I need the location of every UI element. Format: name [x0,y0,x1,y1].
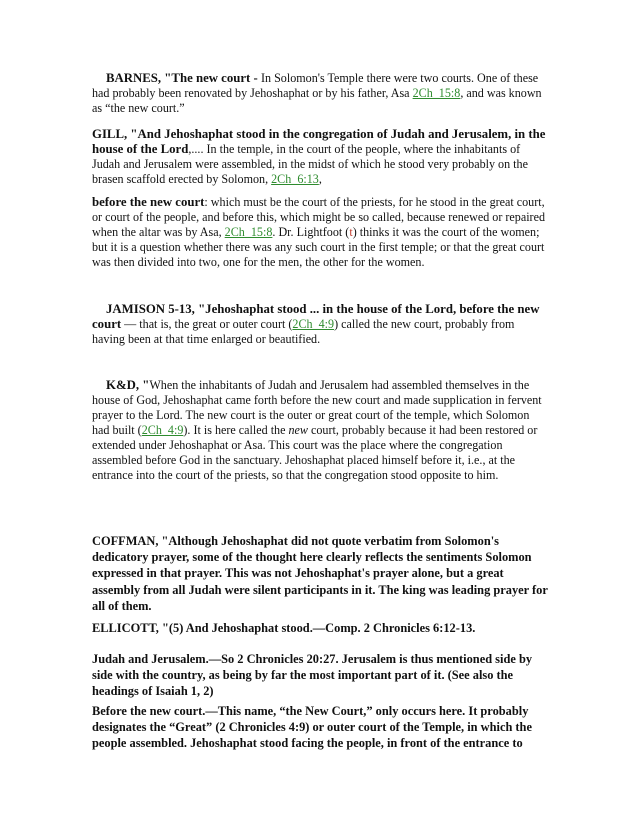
gill-text-2: , [318,172,322,186]
barnes-ref-link[interactable]: 2Ch_15:8 [412,86,461,100]
barnes-heading: BARNES, "The new court - [106,71,261,85]
kd-text-2: ). It is here called the [183,423,289,437]
barnes-text-2: , and was known as “the new court.” [92,86,542,115]
gill2-text-2: . Dr. Lightfoot ( [272,225,350,239]
jamison-text-2: ) called the new court, probably from having been at that time enlarged or beautified. [92,317,515,346]
kd-ref-link[interactable]: 2Ch_4:9 [141,423,184,437]
gill-heading: GILL, "And Jehoshaphat stood in the congregation of Judah and Jerusalem, in the house of the Lord [92,127,546,156]
gill-subheading: before the new court [92,195,205,209]
kd-text-1: When the inhabitants of Judah and Jerusalem had assembled themselves in the house of God, Jehoshaphat came forth before the new court and made supplication in fervent prayer to the Lord. The new court is the outer or great court of the temple, which Solomon had built ( [92,378,542,437]
jamison-heading: JAMISON 5-13, "Jehoshaphat stood ... in the house of the Lord, before the new court [92,302,540,331]
gill-text-1: ,.... In the temple, in the court of the people, where the inhabitants of Judah and Jerusalem were assembled, in the midst of which he stood very probably on the brasen scaffold erected by Solomon, [92,142,528,186]
jamison-paragraph [92,302,548,347]
coffman-paragraph: COFFMAN, "Although Jehoshaphat did not quote verbatim from Solomon's dedicatory prayer, some of the thought here clearly reflects the sentiments Solomon expressed in that prayer. This was not Jehoshaphat's prayer alone, but a great assembly from all Judah were silent participants in it. The king was leading prayer for all of them. [92,534,548,613]
kd-heading: K&D, " [106,378,150,392]
kd-emphasis: new [288,423,308,437]
kd-text-3: court, probably because it had been restored or extended under Jehoshaphat or Asa. This court was the place where the congregation assembled before God in the sanctuary. Jehoshaphat placed himself before it, i.e., at the entrance into the court of the priests, so that the congregation stood opposite to him. [92,423,538,482]
gill-paragraph-2 [92,195,548,270]
kd-paragraph [92,378,548,483]
ellicott-paragraph-2: Judah and Jerusalem.—So 2 Chronicles 20:27. Jerusalem is thus mentioned side by side with the country, as being by far the most important part of it. (See also the headings of Isaiah 1, 2) [92,652,533,699]
ellicott-paragraph-1: ELLICOTT, "(5) And Jehoshaphat stood.—Comp. 2 Chronicles 6:12-13. [92,621,476,635]
ellicott-paragraph-3: Before the new court.—This name, “the New Court,” only occurs here. It probably designates the “Great” (2 Chronicles 4:9) or outer court of the Temple, in which the people assembled. Jehoshaphat stood facing the people, in front of the entrance to [92,704,532,751]
barnes-paragraph [92,71,548,116]
barnes-text-1: In Solomon's Temple there were two courts. One of these had probably been renovated by Jehoshaphat or by his father, Asa [92,71,539,100]
jamison-ref-link[interactable]: 2Ch_4:9 [292,317,335,331]
gill2-ref-link[interactable]: 2Ch_15:8 [224,225,273,239]
gill2-text-1: : which must be the court of the priests, for he stood in the great court, or court of the people, and before this, which might be so called, because renewed or repaired when the altar was by Asa, [92,195,546,239]
gill2-text-3: ) thinks it was the court of the women; but it is a question whether there was any such court in the first temple; or that the great court was then divided into two, one for the men, the other for the women. [92,225,545,269]
jamison-text-1: — that is, the great or outer court ( [121,317,293,331]
gill2-footnote-link[interactable]: t [349,225,353,239]
gill-ref-link-1[interactable]: 2Ch_6:13 [271,172,319,186]
gill-paragraph-1 [92,127,548,187]
